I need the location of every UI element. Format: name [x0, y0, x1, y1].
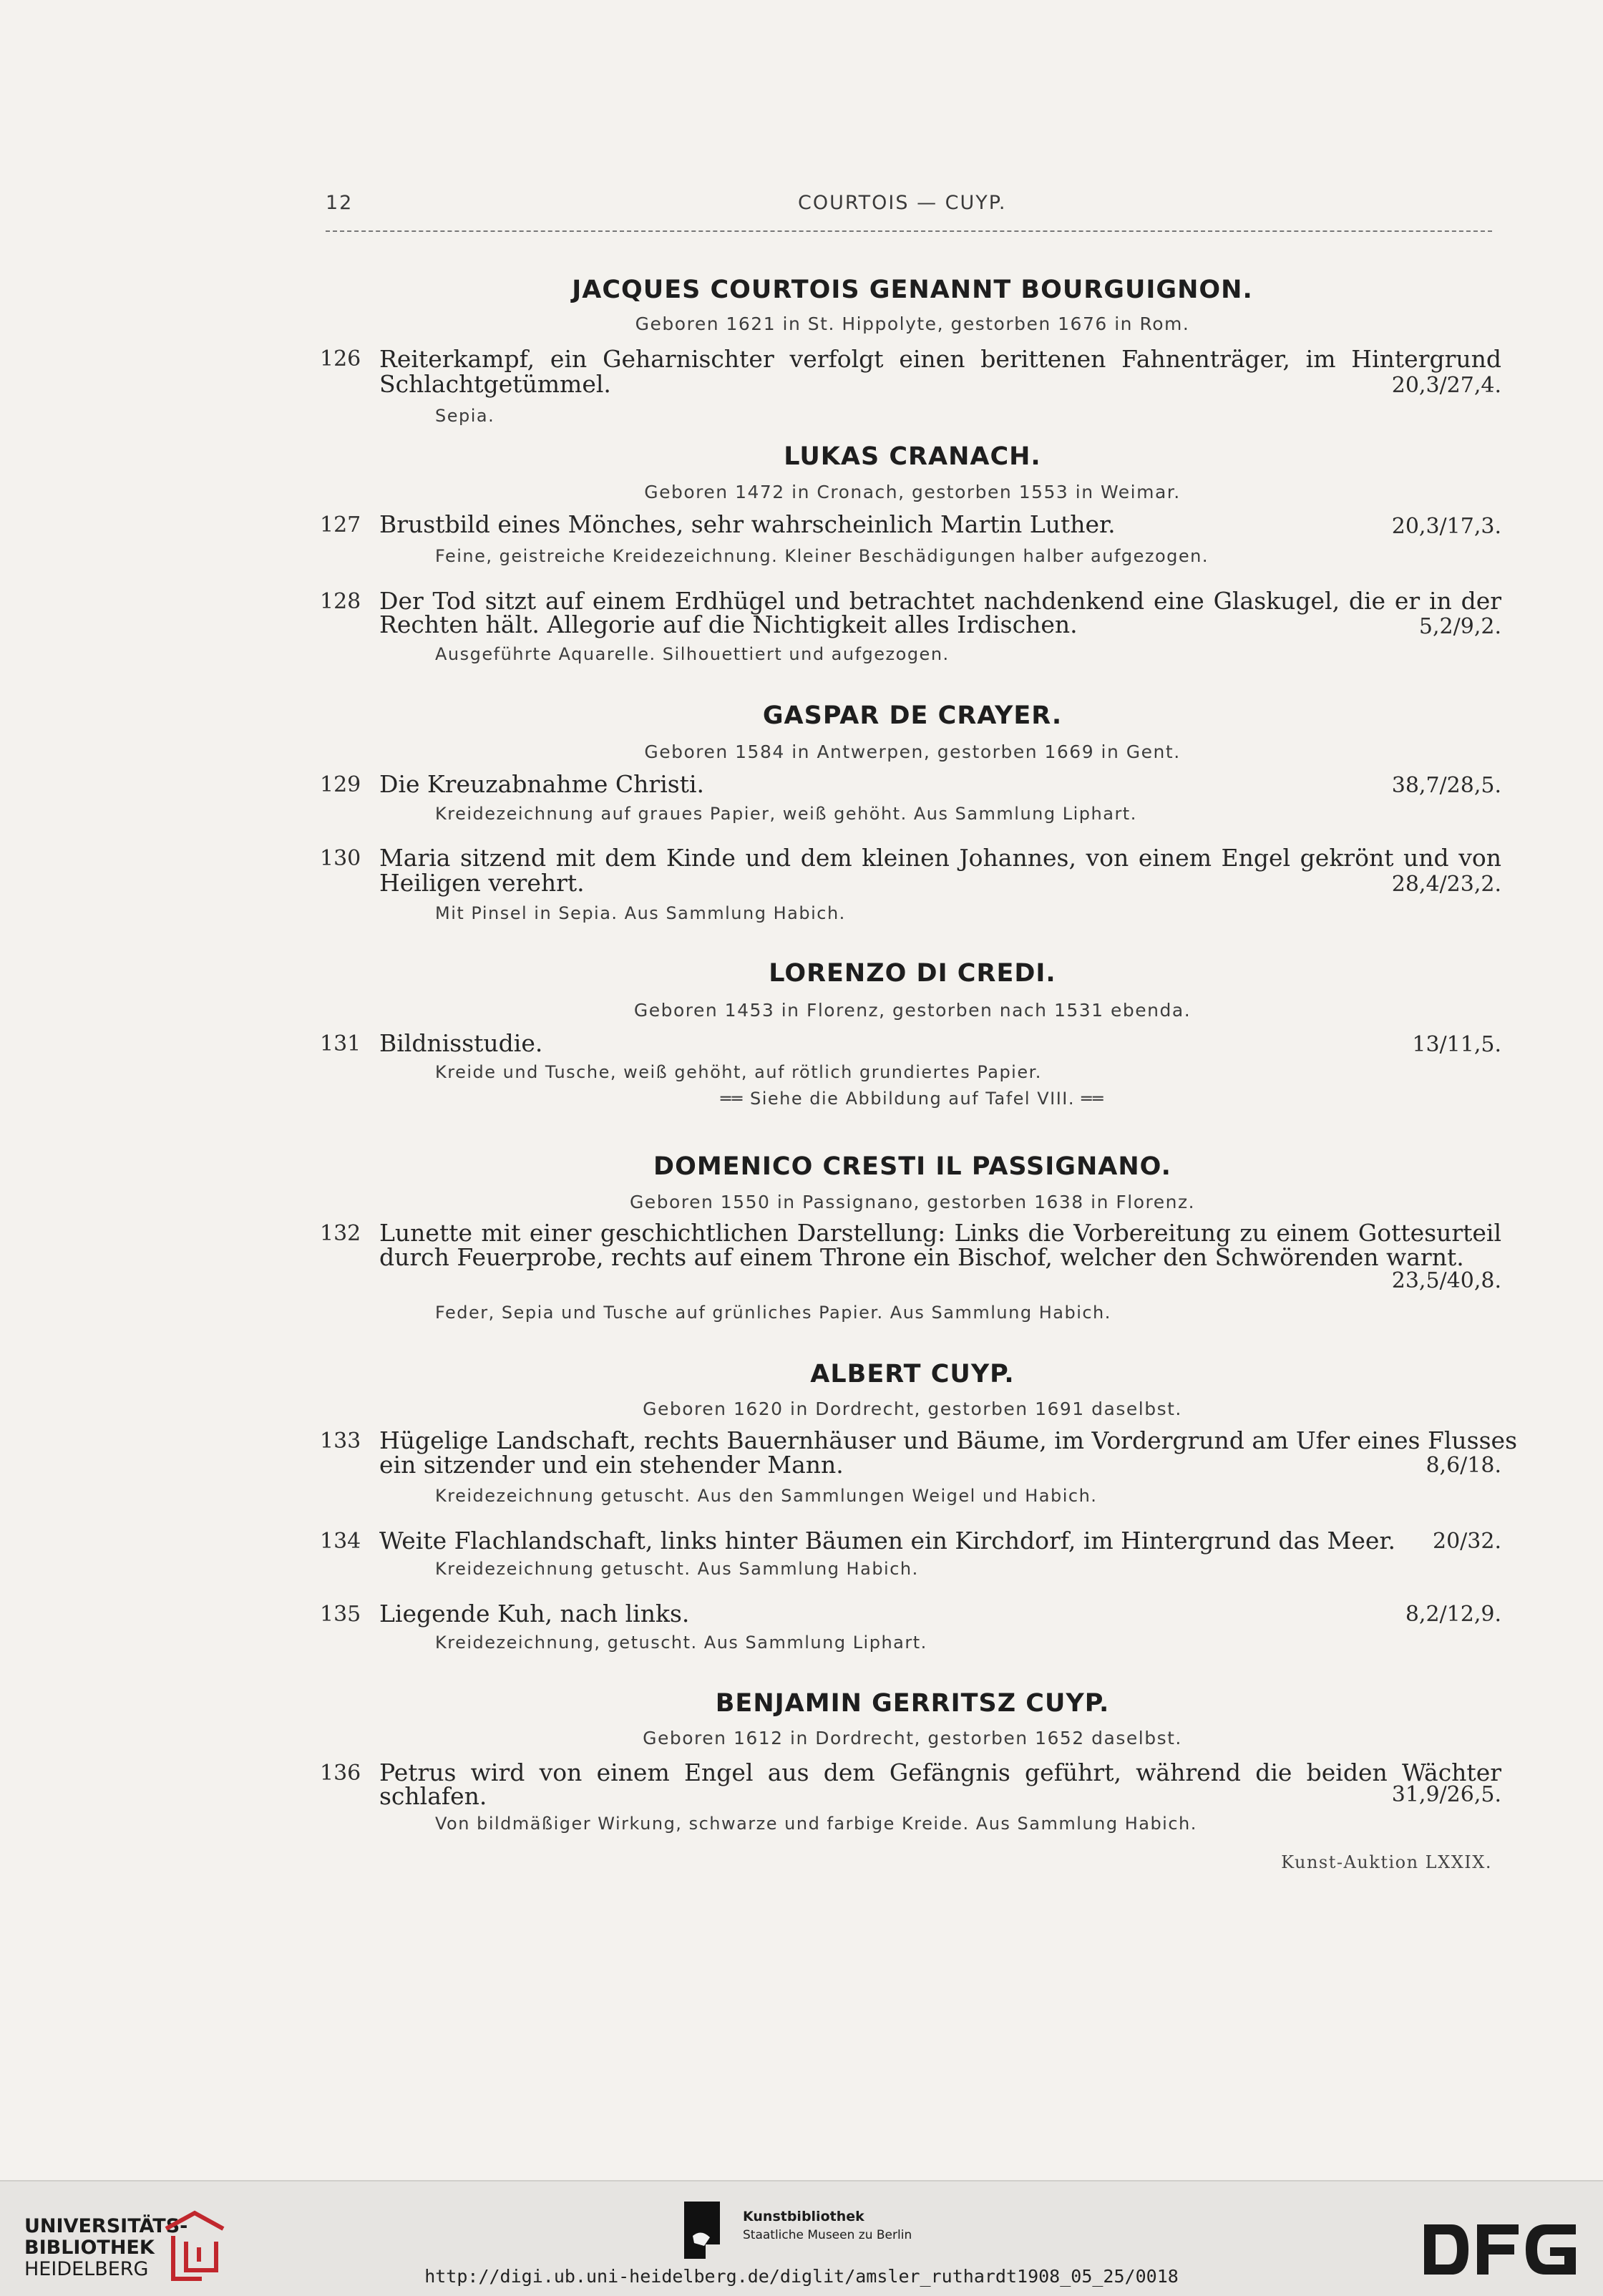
lot-description-line: Liegende Kuh, nach links.: [379, 1600, 690, 1628]
artist-biography: Geboren 1612 in Dordrecht, gestorben 1652 daselbst.: [643, 1728, 1182, 1748]
artist-biography: Geboren 1472 in Cronach, gestorben 1553 in Weimar.: [644, 482, 1181, 502]
lot-dimensions: 31,9/26,5.: [1391, 1782, 1501, 1807]
lot-note: Feder, Sepia und Tusche auf grünliches Papier. Aus Sammlung Habich.: [435, 1303, 1111, 1323]
lot-number: 135: [320, 1602, 361, 1627]
lot-note: Kreidezeichnung getuscht. Aus den Sammlungen Weigel und Habich.: [435, 1486, 1098, 1506]
lot-note: Ausgeführte Aquarelle. Silhouettiert und aufgezogen.: [435, 644, 950, 664]
artist-biography: Geboren 1621 in St. Hippolyte, gestorben 1676 in Rom.: [635, 313, 1190, 334]
kunstbibliothek-text[interactable]: [743, 2207, 912, 2244]
artist-biography: Geboren 1620 in Dordrecht, gestorben 1691 daselbst.: [643, 1398, 1182, 1419]
lot-dimensions: 20/32.: [1433, 1529, 1501, 1554]
lot-description-line: Reiterkampf, ein Geharnischter verfolgt einen berittenen Fahnenträger, im Hintergrund: [379, 345, 1501, 373]
lot-note: Mit Pinsel in Sepia. Aus Sammlung Habich.: [435, 903, 846, 923]
header-rule: [326, 230, 1492, 232]
page-number: 12: [326, 192, 354, 214]
lot-number: 126: [320, 346, 361, 371]
lot-description-line: Hügelige Landschaft, rechts Bauernhäuser und Bäume, im Vordergrund am Ufer eines Flusses: [379, 1426, 1518, 1454]
lot-number: 133: [320, 1429, 361, 1454]
lot-note: Kreidezeichnung getuscht. Aus Sammlung Habich.: [435, 1559, 919, 1579]
artist-heading: ALBERT CUYP.: [810, 1360, 1015, 1388]
artist-biography: Geboren 1453 in Florenz, gestorben nach 1531 ebenda.: [633, 1000, 1192, 1021]
kb-line-2: Staatliche Museen zu Berlin: [743, 2228, 912, 2242]
lot-dimensions: 20,3/17,3.: [1391, 514, 1501, 539]
lot-description-line: Petrus wird von einem Engel aus dem Gefängnis geführt, während die beiden Wächter: [379, 1759, 1501, 1786]
lot-description-line: Brustbild eines Mönches, sehr wahrscheinlich Martin Luther.: [379, 510, 1116, 538]
lot-description-line: Bildnisstudie.: [379, 1029, 543, 1057]
lot-number: 136: [320, 1761, 361, 1786]
lot-description-line: durch Feuerprobe, rechts auf einem Throne ein Bischof, welcher den Schwörenden warnt.: [379, 1243, 1464, 1271]
lot-note: Sepia.: [435, 406, 495, 426]
lot-note: Feine, geistreiche Kreidezeichnung. Kleiner Beschädigungen halber aufgezogen.: [435, 546, 1209, 566]
lot-description-line: schlafen.: [379, 1782, 487, 1810]
permalink-url[interactable]: http://digi.ub.uni-heidelberg.de/diglit/amsler_ruthardt1908_05_25/0018: [424, 2266, 1179, 2287]
lot-note: Von bildmäßiger Wirkung, schwarze und farbige Kreide. Aus Sammlung Habich.: [435, 1814, 1197, 1834]
artist-heading: JACQUES COURTOIS GENANNT BOURGUIGNON.: [572, 276, 1253, 304]
kunstbibliothek-logo-icon[interactable]: [684, 2202, 734, 2259]
lot-number: 132: [320, 1221, 361, 1246]
lot-description-line: Rechten hält. Allegorie auf die Nichtigkeit alles Irdischen.: [379, 611, 1078, 638]
lot-number: 131: [320, 1031, 361, 1056]
lot-dimensions: 38,7/28,5.: [1391, 773, 1501, 798]
lot-description-line: Lunette mit einer geschichtlichen Darstellung: Links die Vorbereitung zu einem Gottesurteil: [379, 1219, 1501, 1247]
artist-biography: Geboren 1584 in Antwerpen, gestorben 1669 in Gent.: [644, 741, 1181, 762]
lot-description-line: Schlachtgetümmel.: [379, 370, 611, 398]
artist-heading: LORENZO DI CREDI.: [769, 959, 1056, 988]
kb-line-1: Kunstbibliothek: [743, 2209, 864, 2224]
ub-line-2: BIBLIOTHEK: [24, 2237, 155, 2259]
lot-number: 127: [320, 512, 361, 537]
catalog-signature: Kunst-Auktion LXXIX.: [1281, 1852, 1492, 1872]
running-title: COURTOIS — CUYP.: [798, 192, 1007, 214]
lot-note: Kreide und Tusche, weiß gehöht, auf rötlich grundiertes Papier.: [435, 1062, 1042, 1082]
lot-description-line: Weite Flachlandschaft, links hinter Bäumen ein Kirchdorf, im Hintergrund das Meer.: [379, 1527, 1396, 1555]
ub-line-1: UNIVERSITÄTS-: [24, 2215, 188, 2237]
lot-description-line: Der Tod sitzt auf einem Erdhügel und betrachtet nachdenkend eine Glaskugel, die er in der: [379, 587, 1501, 615]
artist-heading: GASPAR DE CRAYER.: [762, 701, 1063, 730]
lot-description-line: Heiligen verehrt.: [379, 869, 585, 897]
lot-dimensions: 20,3/27,4.: [1391, 373, 1501, 398]
artist-biography: Geboren 1550 in Passignano, gestorben 1638 in Florenz.: [629, 1192, 1196, 1212]
lot-dimensions: 23,5/40,8.: [1391, 1268, 1501, 1293]
lot-dimensions: 5,2/9,2.: [1418, 614, 1501, 639]
artist-heading: LUKAS CRANACH.: [784, 442, 1041, 471]
lot-description-line: Die Kreuzabnahme Christi.: [379, 770, 704, 798]
lot-number: 134: [320, 1529, 361, 1554]
lot-note: Kreidezeichnung, getuscht. Aus Sammlung Liphart.: [435, 1633, 927, 1653]
lot-dimensions: 8,2/12,9.: [1405, 1602, 1501, 1627]
artist-heading: DOMENICO CRESTI IL PASSIGNANO.: [653, 1152, 1171, 1181]
lot-dimensions: 13/11,5.: [1412, 1032, 1501, 1057]
running-header: [326, 192, 1492, 220]
lot-number: 129: [320, 772, 361, 797]
plate-reference: ══ Siehe die Abbildung auf Tafel VIII. ══: [720, 1089, 1105, 1109]
lot-description-line: ein sitzender und ein stehender Mann.: [379, 1451, 844, 1479]
ub-line-3: HEIDELBERG: [24, 2258, 149, 2280]
lot-note: Kreidezeichnung auf graues Papier, weiß gehöht. Aus Sammlung Liphart.: [435, 804, 1137, 824]
artist-heading: BENJAMIN GERRITSZ CUYP.: [715, 1689, 1110, 1718]
lot-dimensions: 28,4/23,2.: [1391, 872, 1501, 897]
lot-dimensions: 8,6/18.: [1426, 1453, 1501, 1478]
lot-description-line: Maria sitzend mit dem Kinde und dem kleinen Johannes, von einem Engel gekrönt und von: [379, 844, 1501, 872]
lot-number: 128: [320, 589, 361, 614]
lot-number: 130: [320, 846, 361, 871]
